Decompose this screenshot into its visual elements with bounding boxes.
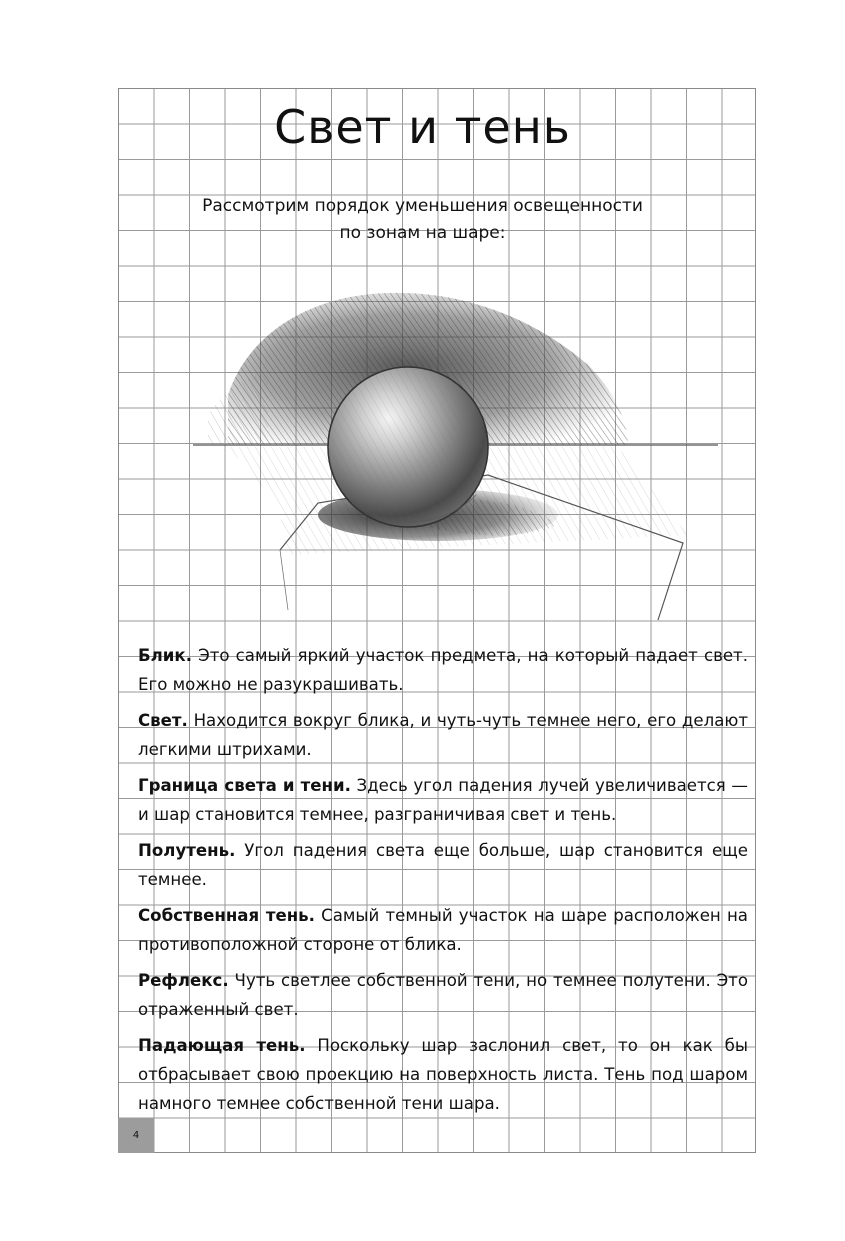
intro-line-1: Рассмотрим порядок уменьшения освещенности — [202, 196, 643, 216]
definition-term: Падающая тень. — [138, 1036, 306, 1055]
definition-text: Чуть светлее собственной тени, но темнее полутени. Это отраженный свет. — [138, 971, 748, 1019]
definition-text: Находится вокруг блика, и чуть-чуть темнее него, его делают легкими штрихами. — [138, 711, 748, 759]
definition-text: Самый темный участок на шаре расположен на противоположной стороне от блика. — [138, 906, 748, 954]
definition-cast-shadow — [138, 1031, 748, 1118]
sphere-sketch-illustration — [188, 275, 723, 625]
definition-term: Граница света и тени. — [138, 776, 351, 795]
definition-light-shadow-boundary — [138, 771, 748, 829]
definition-own-shadow — [138, 901, 748, 959]
definitions-list — [138, 641, 748, 1125]
definition-term: Полутень. — [138, 841, 236, 860]
definition-light — [138, 706, 748, 764]
definition-term: Рефлекс. — [138, 971, 229, 990]
definition-text: Здесь угол падения лучей увеличивается — и шар становится темнее, разграничивая свет и тень. — [138, 776, 748, 824]
definition-term: Свет. — [138, 711, 188, 730]
definition-penumbra — [138, 836, 748, 894]
definition-text: Поскольку шар заслонил свет, то он как бы отбрасывает свою проекцию на поверхность листа. Тень под шаром намного темнее собственной тени шара. — [138, 1036, 748, 1113]
intro-text — [0, 193, 845, 247]
intro-line-2: по зонам на шаре: — [339, 223, 506, 243]
definition-term: Собственная тень. — [138, 906, 315, 925]
definition-text: Угол падения света еще больше, шар становится еще темнее. — [138, 841, 748, 889]
definition-text: Это самый яркий участок предмета, на который падает свет. Его можно не разукрашивать. — [138, 646, 748, 694]
definition-term: Блик. — [138, 646, 192, 665]
definition-reflex — [138, 966, 748, 1024]
page-title: Свет и тень — [274, 100, 571, 154]
page-number: 4 — [118, 1118, 154, 1153]
definition-highlight — [138, 641, 748, 699]
